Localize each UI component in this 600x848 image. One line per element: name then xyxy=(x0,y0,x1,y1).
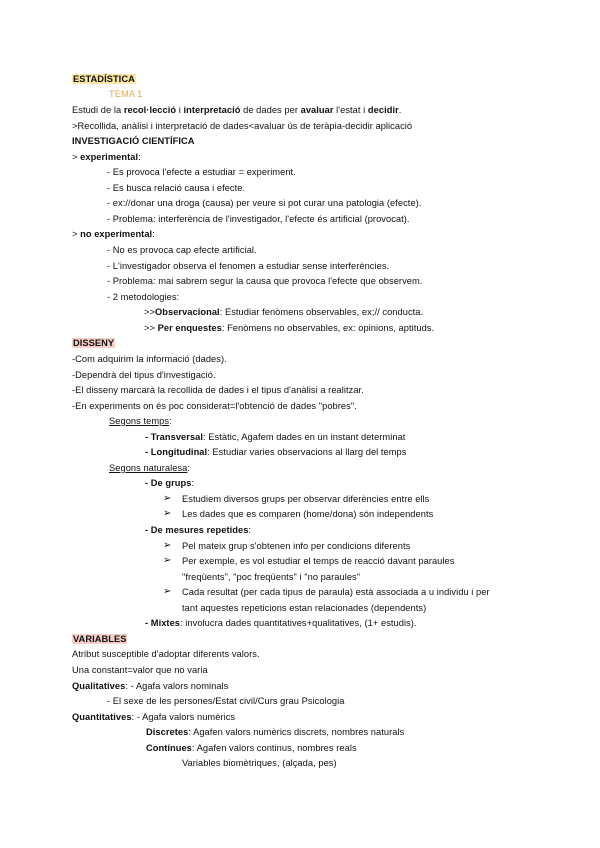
no-experimental-heading: > no experimental: xyxy=(72,229,155,239)
list-item: Cada resultat (per cada tipus de paraula) està associada a u individu i per xyxy=(182,587,490,597)
list-item: - 2 metodologies: xyxy=(107,292,180,302)
mesures-heading: - De mesures repetides: xyxy=(145,525,252,535)
list-item-continuation: tant aquestes repeticions estan relacionades (dependents) xyxy=(182,603,427,613)
variables-line: Atribut susceptible d'adoptar diferents valors. xyxy=(72,649,260,659)
transversal-item: - Transversal: Estàtic, Agafem dades en un instant determinat xyxy=(145,432,406,442)
continues-example: Variables biomètriques, (alçada, pes) xyxy=(182,758,337,768)
arrow-bullet-icon: ➢ xyxy=(163,493,172,504)
section-heading-investigacio: INVESTIGACIÓ CIENTÍFICA xyxy=(72,136,195,146)
list-item: - Problema: mai sabrem segur la causa que provoca l'efecte que observem. xyxy=(107,276,423,286)
list-item: Per exemple, es vol estudiar el temps de reacció davant paraules xyxy=(182,556,455,566)
list-item: Les dades que es comparen (home/dona) són independents xyxy=(182,509,434,519)
arrow-bullet-icon: ➢ xyxy=(163,555,172,566)
arrow-bullet-icon: ➢ xyxy=(163,586,172,597)
disseny-line: -El disseny marcarà la recollida de dades i el tipus d'anàlisi a realitzar. xyxy=(72,385,364,395)
mixtes-item: - Mixtes: involucra dades quantitatives+qualitatives, (1+ estudis). xyxy=(145,618,417,628)
list-item: Pel mateix grup s'obtenen info per condicions diferents xyxy=(182,541,411,551)
list-item: Estudiem diversos grups per observar diferències entre ells xyxy=(182,494,430,504)
section-heading-disseny: DISSENY xyxy=(73,338,115,348)
method-enquestes: >> Per enquestes: Fenòmens no observables, ex: opinions, aptituds. xyxy=(144,323,435,333)
discretes-line: Discretes: Agafen valors numèrics discrets, nombres naturals xyxy=(146,727,405,737)
experimental-heading: > experimental: xyxy=(72,152,141,162)
doc-title: ESTADÍSTICA xyxy=(73,74,135,84)
list-item-continuation: "freqüents", "poc freqüents" i "no paraules" xyxy=(182,572,361,582)
list-item: - L'investigador observa el fenomen a estudiar sense interferències. xyxy=(107,261,390,271)
disseny-line: -En experiments on és poc considerat=l'obtenció de dades "pobres". xyxy=(72,401,357,411)
list-item: - No es provoca cap efecte artificial. xyxy=(107,245,257,255)
quantitatives-line: Quantitatives: - Agafa valors numèrics xyxy=(72,712,236,722)
grups-heading: - De grups: xyxy=(145,478,195,488)
continues-line: Contínues: Agafen valors continus, nombres reals xyxy=(146,743,357,753)
segons-temps-heading: Segons temps: xyxy=(109,416,172,426)
disseny-line: -Com adquirim la informació (dades). xyxy=(72,354,227,364)
list-item: - ex://donar una droga (causa) per veure si pot curar una patologia (efecte). xyxy=(107,198,422,208)
intro-summary: >Recollida, anàlisi i interpretació de dades<avaluar ús de teràpia-decidir aplicació xyxy=(72,121,413,131)
list-item: - Problema: interferència de l'investigador, l'efecte és artificial (provocat). xyxy=(107,214,410,224)
qualitatives-example: - El sexe de les persones/Estat civil/Curs grau Psicologia xyxy=(107,696,345,706)
list-item: - Es busca relació causa i efecte. xyxy=(107,183,246,193)
method-observacional: >>Observacional: Estudiar fenòmens observables, ex;// conducta. xyxy=(144,307,424,317)
section-heading-variables: VARIABLES xyxy=(73,634,127,644)
list-item: - Es provoca l'efecte a estudiar = experiment. xyxy=(107,167,296,177)
disseny-line: -Dependrà del tipus d'investigació. xyxy=(72,370,216,380)
intro-line: Estudi de la recol·lecció i interpretació de dades per avaluar l'estat i decidir. xyxy=(72,105,402,115)
variables-line: Una constant=valor que no varia xyxy=(72,665,208,675)
arrow-bullet-icon: ➢ xyxy=(163,508,172,519)
arrow-bullet-icon: ➢ xyxy=(163,540,172,551)
segons-naturalesa-heading: Segons naturalesa: xyxy=(109,463,191,473)
qualitatives-line: Qualitatives: - Agafa valors nominals xyxy=(72,681,229,691)
tema-label: TEMA 1 xyxy=(109,89,143,99)
longitudinal-item: - Longitudinal: Estudiar varies observacions al llarg del temps xyxy=(145,447,407,457)
